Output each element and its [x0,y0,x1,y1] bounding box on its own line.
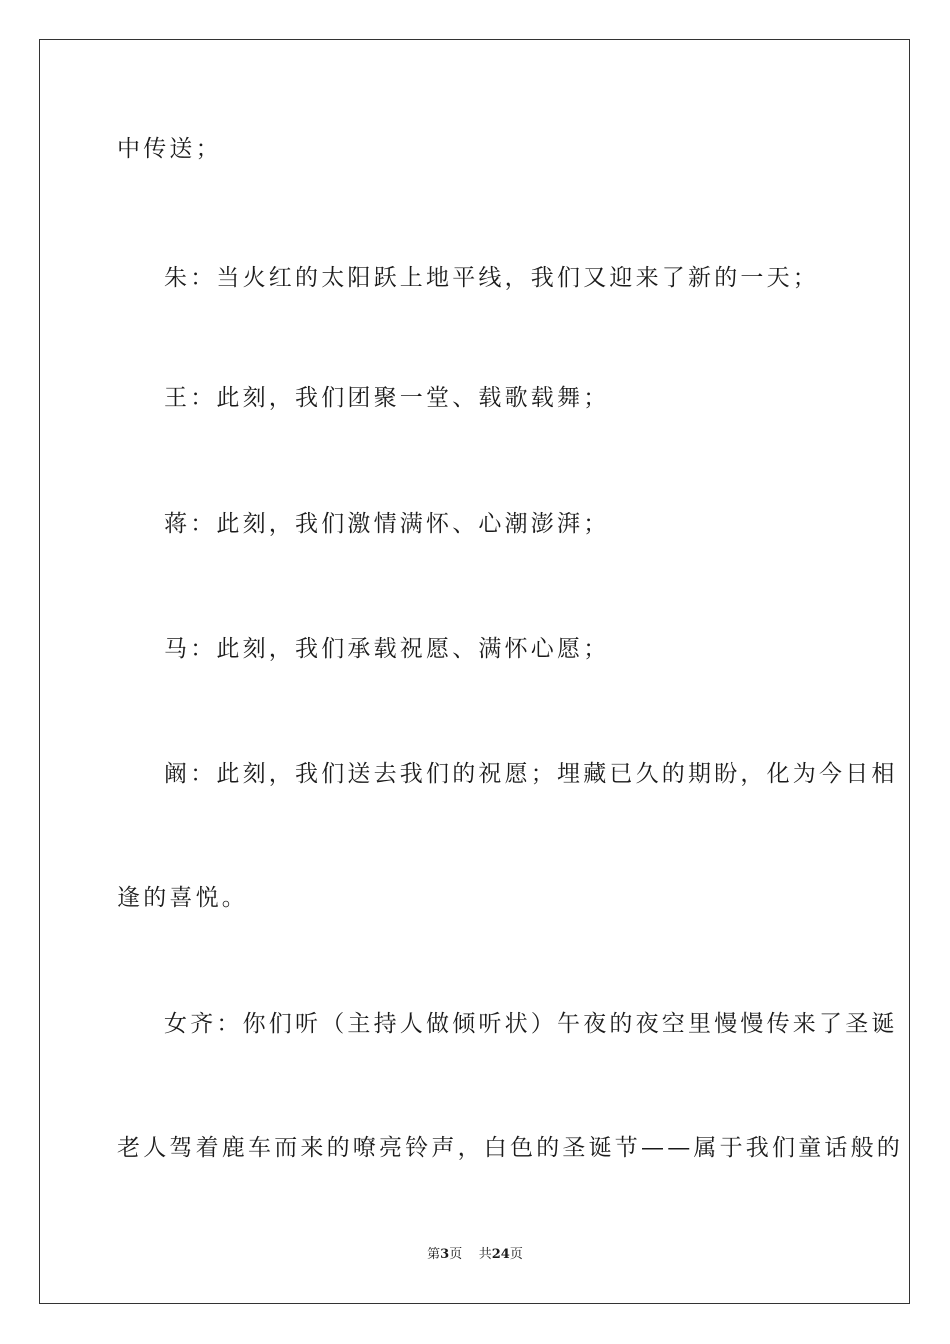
page-border [39,39,910,1304]
text-line-6: 阚：此刻，我们送去我们的祝愿；埋藏已久的期盼，化为今日相 [164,761,898,787]
text-line-7: 逢的喜悦。 [117,885,248,911]
text-line-1: 中传送； [117,136,222,162]
footer-total-suffix: 页 [509,1247,523,1262]
text-line-3: 王：此刻，我们团聚一堂、载歌载舞； [164,385,610,411]
text-line-8: 女齐：你们听（主持人做倾听状）午夜的夜空里慢慢传来了圣诞 [164,1011,898,1037]
text-line-5: 马：此刻，我们承载祝愿、满怀心愿； [164,636,610,662]
text-line-2: 朱：当火红的太阳跃上地平线，我们又迎来了新的一天； [164,265,819,291]
footer-total-number: 24 [491,1247,510,1262]
footer-page-suffix: 页 [449,1247,463,1262]
footer-page-prefix: 第 [427,1247,441,1262]
footer-total-prefix: 共 [478,1247,492,1262]
footer-page-number: 3 [440,1247,450,1262]
page-footer [0,1246,950,1264]
text-line-9: 老人驾着鹿车而来的嘹亮铃声，白色的圣诞节——属于我们童话般的 [117,1135,903,1161]
text-line-4: 蒋：此刻，我们激情满怀、心潮澎湃； [164,511,610,537]
